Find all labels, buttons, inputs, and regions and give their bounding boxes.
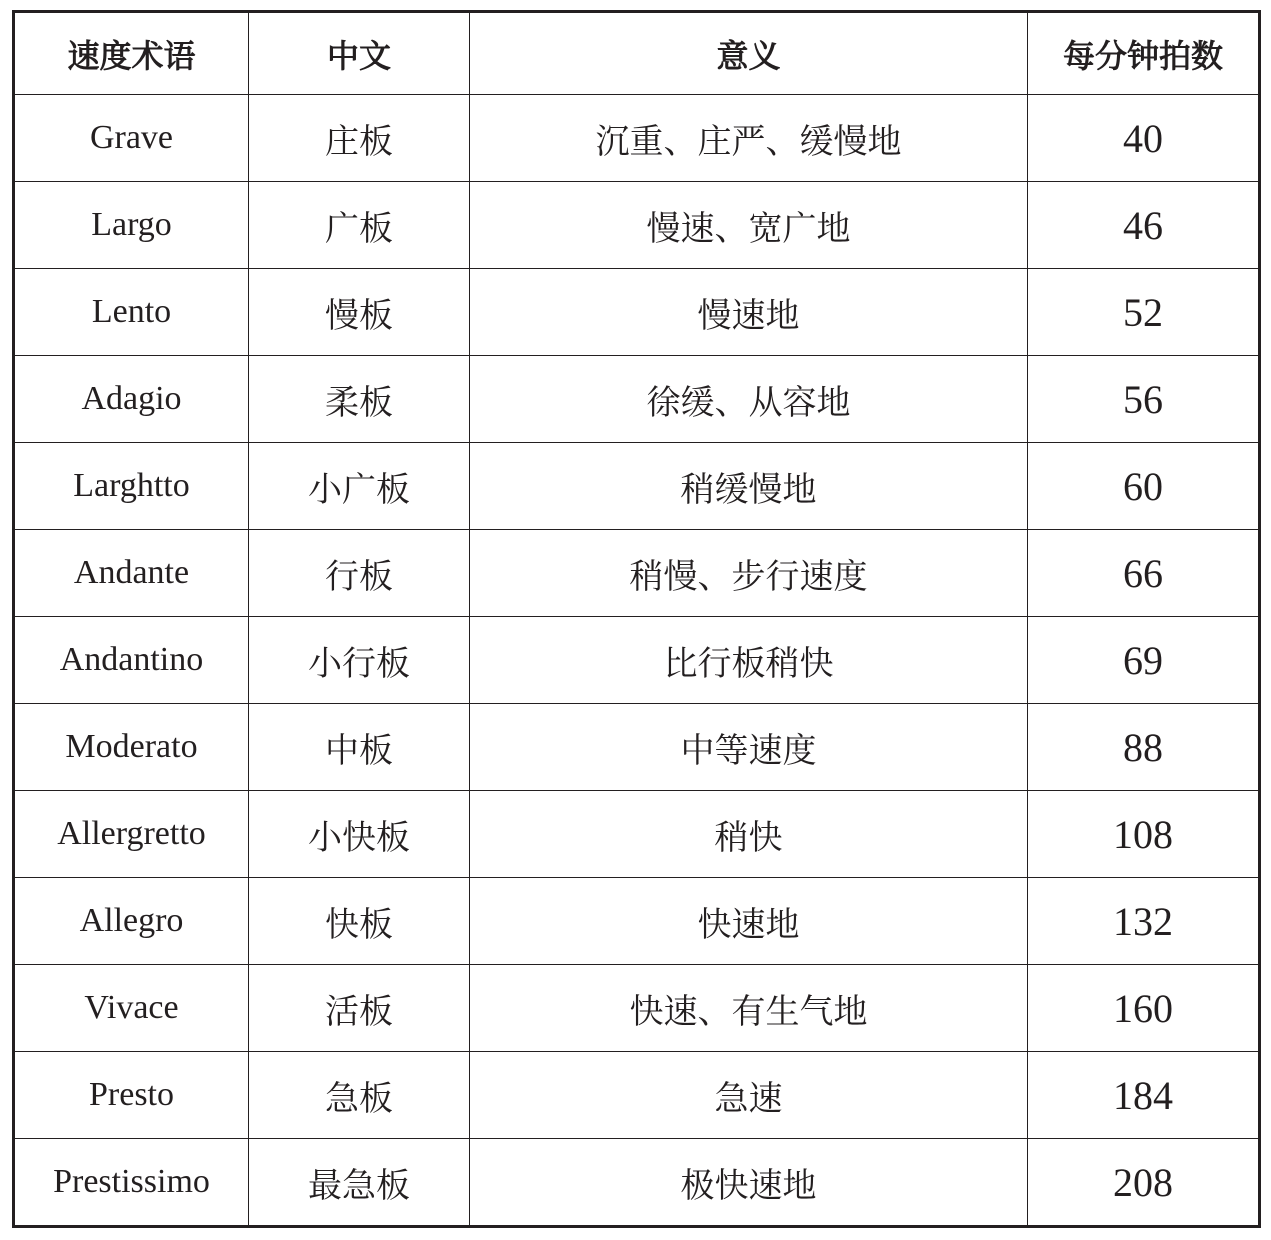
term-cell: Allegro bbox=[14, 878, 249, 965]
meaning-cell: 稍慢、步行速度 bbox=[470, 530, 1028, 617]
bpm-cell: 46 bbox=[1028, 182, 1260, 269]
meaning-cell: 快速、有生气地 bbox=[470, 965, 1028, 1052]
table-header bbox=[14, 12, 1260, 95]
bpm-cell: 108 bbox=[1028, 791, 1260, 878]
table-row bbox=[14, 1139, 1260, 1227]
meaning-cell: 中等速度 bbox=[470, 704, 1028, 791]
chinese-name-cell: 中板 bbox=[249, 704, 470, 791]
term-cell: Largo bbox=[14, 182, 249, 269]
bpm-cell: 88 bbox=[1028, 704, 1260, 791]
chinese-name-cell: 小行板 bbox=[249, 617, 470, 704]
table-body bbox=[14, 95, 1260, 1227]
chinese-name-cell: 急板 bbox=[249, 1052, 470, 1139]
bpm-cell: 56 bbox=[1028, 356, 1260, 443]
meaning-cell: 稍快 bbox=[470, 791, 1028, 878]
chinese-name-cell: 小广板 bbox=[249, 443, 470, 530]
table-row bbox=[14, 95, 1260, 182]
table-row bbox=[14, 791, 1260, 878]
bpm-cell: 132 bbox=[1028, 878, 1260, 965]
bpm-cell: 60 bbox=[1028, 443, 1260, 530]
table-row bbox=[14, 617, 1260, 704]
term-cell: Prestissimo bbox=[14, 1139, 249, 1227]
bpm-cell: 208 bbox=[1028, 1139, 1260, 1227]
chinese-name-cell: 小快板 bbox=[249, 791, 470, 878]
tempo-table bbox=[12, 10, 1261, 1228]
header-chinese: 中文 bbox=[249, 12, 470, 95]
term-cell: Larghtto bbox=[14, 443, 249, 530]
header-row bbox=[14, 12, 1260, 95]
header-term: 速度术语 bbox=[14, 12, 249, 95]
chinese-name-cell: 广板 bbox=[249, 182, 470, 269]
chinese-name-cell: 快板 bbox=[249, 878, 470, 965]
term-cell: Adagio bbox=[14, 356, 249, 443]
bpm-cell: 40 bbox=[1028, 95, 1260, 182]
table-row bbox=[14, 269, 1260, 356]
meaning-cell: 稍缓慢地 bbox=[470, 443, 1028, 530]
meaning-cell: 慢速地 bbox=[470, 269, 1028, 356]
meaning-cell: 极快速地 bbox=[470, 1139, 1028, 1227]
term-cell: Moderato bbox=[14, 704, 249, 791]
bpm-cell: 66 bbox=[1028, 530, 1260, 617]
chinese-name-cell: 最急板 bbox=[249, 1139, 470, 1227]
term-cell: Andantino bbox=[14, 617, 249, 704]
bpm-cell: 52 bbox=[1028, 269, 1260, 356]
meaning-cell: 慢速、宽广地 bbox=[470, 182, 1028, 269]
chinese-name-cell: 行板 bbox=[249, 530, 470, 617]
term-cell: Vivace bbox=[14, 965, 249, 1052]
meaning-cell: 沉重、庄严、缓慢地 bbox=[470, 95, 1028, 182]
bpm-cell: 184 bbox=[1028, 1052, 1260, 1139]
term-cell: Grave bbox=[14, 95, 249, 182]
table-row bbox=[14, 965, 1260, 1052]
meaning-cell: 比行板稍快 bbox=[470, 617, 1028, 704]
meaning-cell: 急速 bbox=[470, 1052, 1028, 1139]
chinese-name-cell: 柔板 bbox=[249, 356, 470, 443]
term-cell: Lento bbox=[14, 269, 249, 356]
chinese-name-cell: 庄板 bbox=[249, 95, 470, 182]
header-meaning: 意义 bbox=[470, 12, 1028, 95]
table-row bbox=[14, 356, 1260, 443]
table-row bbox=[14, 704, 1260, 791]
term-cell: Andante bbox=[14, 530, 249, 617]
meaning-cell: 快速地 bbox=[470, 878, 1028, 965]
chinese-name-cell: 活板 bbox=[249, 965, 470, 1052]
table-row bbox=[14, 182, 1260, 269]
table-row bbox=[14, 1052, 1260, 1139]
term-cell: Presto bbox=[14, 1052, 249, 1139]
table-row bbox=[14, 878, 1260, 965]
bpm-cell: 160 bbox=[1028, 965, 1260, 1052]
term-cell: Allergretto bbox=[14, 791, 249, 878]
table-row bbox=[14, 530, 1260, 617]
table-row bbox=[14, 443, 1260, 530]
meaning-cell: 徐缓、从容地 bbox=[470, 356, 1028, 443]
chinese-name-cell: 慢板 bbox=[249, 269, 470, 356]
header-bpm: 每分钟拍数 bbox=[1028, 12, 1260, 95]
bpm-cell: 69 bbox=[1028, 617, 1260, 704]
